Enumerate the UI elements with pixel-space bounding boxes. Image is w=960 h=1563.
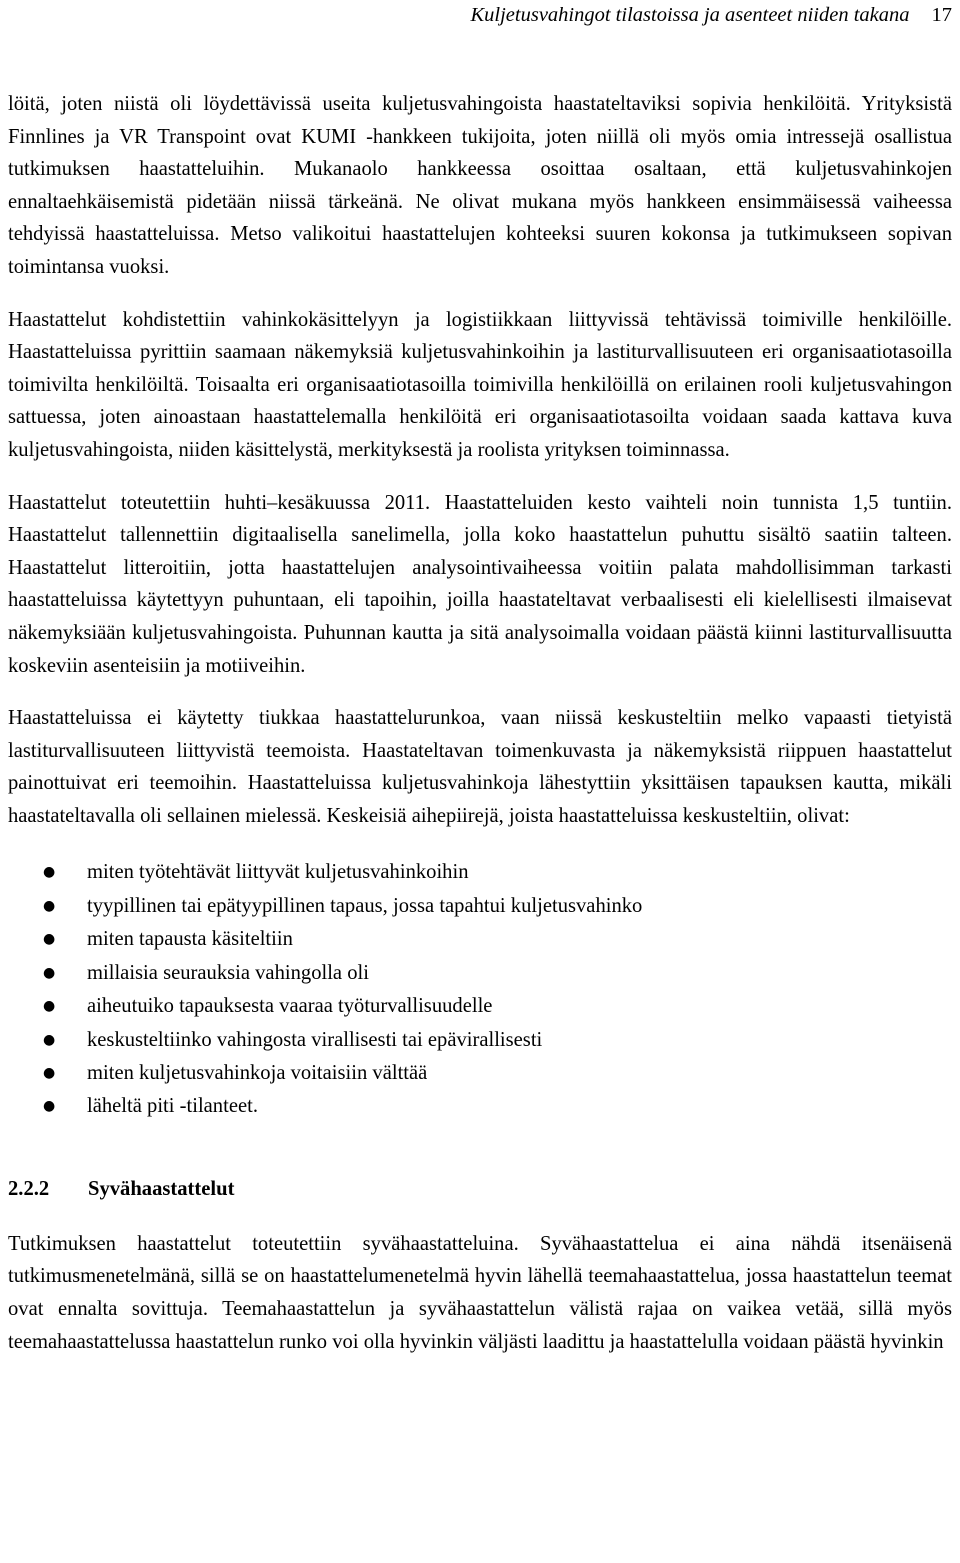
bullet-icon: ● [43,998,56,1015]
list-item-text: läheltä piti -tilanteet. [87,1095,258,1118]
running-header [470,2,952,28]
list-item [8,856,952,889]
bullet-icon: ● [43,1098,56,1115]
list-item [8,1090,952,1123]
paragraph-interview-targets: Haastattelut kohdistettiin vahinkokäsittelyyn ja logistiikkaan liittyvissä tehtävissä toimiville henkilöille. Haastatteluissa pyrittiin saamaan näkemyksiä kuljetusvahinkoihin ja lastiturvallisuuteen eri organisaatiotasoilla toimivilta henkilöiltä. Toisaalta eri organisaatiotasoilla toimivilla henkilöillä on erilainen rooli kuljetusvahingon sattuessa, joten ainoastaan haastattelemalla henkilöitä eri organisaatiotasoilta voidaan saada kattava kuva kuljetusvahingoista, niiden käsittelystä, merkityksestä ja roolista yrityksen toiminnassa. [8,308,952,461]
section-heading [8,1173,952,1205]
list-item [8,1057,952,1090]
list-item [8,923,952,956]
document-page [8,0,952,1563]
body-text [8,88,952,1378]
paragraph-interview-schedule: Haastattelut toteutettiin huhti–kesäkuussa 2011. Haastatteluiden kesto vaihteli noin tunnista 1,5 tuntiin. Haastattelut tallennettiin digitaalisella sanelimella, jolla koko haastattelun puhuttu sisältö saatiin talteen. Haastattelut litteroitiin, jotta haastattelujen analysointivaiheessa voitiin palata mahdollisimman tarkasti haastatteluissa käytettyyn puhuntaan, eli tapoihin, joilla haastateltavat verbaalisesti eli kielellisesti ilmaisevat näkemyksiään kuljetusvahingoista. Puhunnan kautta ja sitä analysoimalla voidaan päästä kiinni lastiturvallisuutta koskeviin asenteisiin ja motiiveihin. [8,491,952,677]
list-item [8,990,952,1023]
section-number: 2.2.2 [8,1177,50,1200]
page-number: 17 [931,4,952,26]
list-item-text: aiheutuiko tapauksesta vaaraa työturvallisuudelle [87,995,493,1018]
list-item-text: tyypillinen tai epätyypillinen tapaus, jossa tapahtui kuljetusvahinko [87,894,643,917]
bullet-icon: ● [43,897,56,914]
list-item [8,890,952,923]
paragraph-deep-interviews: Tutkimuksen haastattelut toteutettiin syvähaastatteluina. Syvähaastattelua ei aina nähdä itsenäisenä tutkimusmenetelmänä, sillä se on haastattelumenetelmä hyvin lähellä teemahaastattelua, jossa haastattelun teemat ovat ennalta sovittuja. Teemahaastattelun ja syvähaastattelun välistä rajaa on vaikea vetää, sillä myös teemahaastattelussa haastattelun runko voi olla hyvinkin väljästi laadittu ja haastattelulla voidaan päästä hyvinkin [8,1232,952,1353]
list-item-text: miten tapausta käsiteltiin [87,928,293,951]
topic-list [8,856,952,1123]
paragraph-interview-themes: Haastatteluissa ei käytetty tiukkaa haastattelurunkoa, vaan niissä keskusteltiin melko vapaasti tietyistä lastiturvallisuuteen liittyvistä teemoista. Haastateltavan toimenkuvasta ja näkemyksistä riippuen haastattelut painottuivat eri teemoihin. Haastatteluissa kuljetusvahinkoja lähestyttiin yksittäisen tapauksen kautta, mikäli haastateltavalla oli sellainen mielessä. Keskeisiä aihepiirejä, joista haastatteluissa keskusteltiin, olivat: [8,707,952,827]
list-item-text: millaisia seurauksia vahingolla oli [87,961,369,984]
list-item [8,1024,952,1057]
list-item-text: miten kuljetusvahinkoja voitaisiin välttää [87,1061,428,1084]
running-header-title: Kuljetusvahingot tilastoissa ja asenteet niiden takana [470,4,910,26]
bullet-icon: ● [43,931,56,948]
bullet-icon: ● [43,1064,56,1081]
list-item [8,957,952,990]
bullet-icon: ● [43,964,56,981]
bullet-icon: ● [43,1031,56,1048]
list-item-text: miten työtehtävät liittyvät kuljetusvahinkoihin [87,861,469,884]
paragraph-interviewee-selection: löitä, joten niistä oli löydettävissä useita kuljetusvahingoista haastateltaviksi sopivia henkilöitä. Yrityksistä Finnlines ja VR Transpoint ovat KUMI -hankkeen tukijoita, joten niillä oli myös omia intressejä osallistua tutkimuksen haastatteluihin. Mukanaolo hankkeessa osoittaa osaltaan, että kuljetusvahinkojen ennaltaehkäisemistä pidetään niissä tärkeänä. Ne olivat mukana myös hankkeen ensimmäisessä vaiheessa tehdyissä haastatteluissa. Metso valikoitui haastattelujen kohteeksi suuren kokonsa ja tutkimukseen sopivan toimintansa vuoksi. [8,93,952,278]
section-title: Syvähaastattelut [88,1177,235,1200]
bullet-icon: ● [43,864,56,881]
list-item-text: keskusteltiinko vahingosta virallisesti tai epävirallisesti [87,1028,543,1051]
